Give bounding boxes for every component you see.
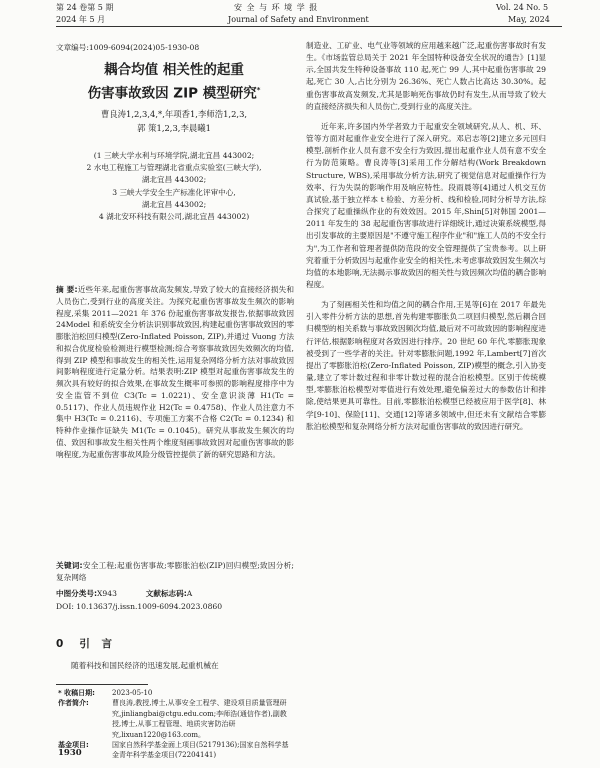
- section-heading: [56, 636, 116, 651]
- footnote-received: [58, 688, 290, 698]
- authors-line-2: 郭 策1,2,3,李晨曦1: [137, 123, 211, 133]
- keywords-label: 关键词:: [56, 561, 83, 570]
- footnote-value: 国家自然科学基金面上项目(52179136);国家自然科学基金青年科学基金项目(72204141): [112, 741, 289, 760]
- header-journal-en: Journal of Safety and Environment: [228, 15, 369, 24]
- title-line-2: 伤害事故致因 ZIP 模型研究*: [87, 85, 261, 102]
- classification-line: [56, 588, 192, 599]
- title-note-mark: *: [256, 86, 261, 94]
- footnote-value: 曹良涛,教授,博士,从事安全工程学、建设项目质量管理研究,jinliangbai@ctgu.edu.com;李师浩(通信作者),副教授,博士,从事工程管理、地质灾害防治研究,lixuan1220@163.com。: [112, 699, 287, 739]
- header-date-en: May, 2024: [508, 15, 550, 24]
- right-column: [306, 40, 546, 433]
- keywords: [56, 560, 294, 584]
- header-rule: [56, 26, 562, 27]
- affiliation: 湖北宜昌 443002;: [141, 199, 207, 209]
- footnote-funding: [58, 740, 290, 761]
- abstract-text: 近些年来,起重伤害事故高发频发,导致了较大的直接经济损失和人员伤亡,受到行业的高度关注。为探究起重伤害事故发生频次的影响程度,采集 2011—2021 年 376 份起重伤害事故发报告,依据事故致因 24Model 和系统安全分析法识别事故致因,构建起重伤害事故致因的零膨胀泊松回归模型(Zero-Inflated Poisson, ZIP),并通过 Vuong 方法和拟合优度检验检测进行模型检测;综合考察事故致因失效频次的均值,得到 ZIP 模型和事故发生的相关性,运用复杂网络分析方法对事故致因间影响程度进行定量分析。结果表明:ZIP 模型对起重伤害事故发生的频次具有较好的拟合效果,在事故发生概率可参照的影响程度排序中为安全监管不到位 C3(Tc = 1.0221)、安全意识淡薄 H1(Tc = 0.5117)、作业人员违规作业 H2(Tc = 0.4758)、作业人员注意力不集中 H3(Tc = 0.2116)、专项施工方案不合格 C2(Tc = 0.1234) 和特种作业操作证缺失 M1(Tc = 0.1045)。研究从事故发生频次的均值、致因和事故发生相关性两个维度刻画事故致因对起重伤害事故的影响程度,为起重伤害事故风险分级管控提供了新的研究思路和方法。: [56, 285, 294, 459]
- section-title: 引 言: [79, 638, 116, 650]
- doc-code-value: A: [186, 589, 193, 598]
- title-line-1: 耦合均值 相关性的起重: [104, 62, 244, 78]
- doc-code-label: 文献标志码:: [145, 589, 187, 598]
- clc-label: 中图分类号:: [56, 589, 98, 598]
- abstract: [56, 284, 294, 460]
- running-header: [0, 0, 600, 28]
- intro-paragraph-start: 随着科技和国民经济的迅速发展,起重机械在: [71, 661, 219, 670]
- header-volume-en: Vol. 24 No. 5: [496, 3, 549, 12]
- article-number: 文章编号:1009-6094(2024)05-1930-08: [56, 43, 200, 52]
- footnote-key: 作者简介:: [58, 699, 89, 708]
- body-paragraph: 近年来,许多国内外学者致力于起重安全领域研究,从人、机、环、管等方面对起重作业安全进行了深入研究。邓启志等[2]建立多元回归模型,剖析作业人员有意不安全行为致因,提出起重作业人员有意不安全行为防范策略。曹良涛等[3]采用工作分解结构(Work Breakdown Structure, WBS),采用事故分析方法,研究了视觉信息对起重操作行为效率、行为失误的影响作用及响应特性。段雨晨等[4]通过人机交互仿真试验,基于独立样本 t 检验、方差分析、线和检验,同时分析导方法,综合探究了起重操纵作业的有效效因。2015 年,Shin[5]对韩国 2001—2011 年发生的 38 起起重伤害事故进行详细统计,通过决策系统模型,得出引发事故的主要原因是"不遵守施工程序作业"和"施工人员的不安全行为",为工作者和管理者提供防范段的安全管理提供了宝贵参考。以上研究着重于分析致因与起重作业安全的相关性,未考虑事故致因发生频次与均值的本地影响,无法揭示事故致因的相关性与致因频次均值的耦合影响程度。: [306, 121, 546, 289]
- affiliation: 4 湖北安环科技有限公司,湖北宜昌 443002): [98, 212, 250, 222]
- affiliation: (1 三峡大学水利与环境学院,湖北宜昌 443002;: [93, 151, 255, 160]
- body-paragraph: 制造业、工矿业、电气业等领域的应用越来越广泛,起重伤害事故时有发生。《市场监管总局关于 2021 年全国特种设备安全状况的通告》[1]显示,全国共发生特种设备事故 110 起,死亡 99 人,其中起重伤害事故 29 起,死亡 30 人,占比分别为 26.36%、死亡人数占比高达 30.30%。起重伤害事故高发频发,尤其是影响死伤事故仍时有发生,从而导致了较大的直接经济损失和人员伤亡,受到行业的高度关注。: [306, 41, 546, 111]
- clc-value: X943: [97, 589, 117, 598]
- footnote-separator: [56, 684, 148, 685]
- section-number: 0: [56, 638, 68, 650]
- header-volume: 第 24 卷第 5 期: [56, 3, 114, 12]
- affiliation: 2 水电工程施工与管理湖北省重点实验室(三峡大学),: [86, 163, 262, 173]
- keywords-text: 安全工程;起重伤害事故;零膨胀泊松(ZIP)回归模型;致因分析;复杂网络: [56, 561, 294, 582]
- footnotes: [58, 688, 290, 761]
- body-paragraph: 为了刻画相关性和均值之间的耦合作用,王晃等[6]在 2017 年最先引入零件分析方法的思想,首先构建零膨胀负二项回归模型,然后耦合回归模型的相关系数与事故致因频次均值,最后对不可故致因的影响程度进行评估,根据影响程度对各致因进行排序。20 世纪 60 年代,零膨胀现象被受到了一些学者的关注。针对零膨胀问题,1992 年,Lambert[7]首次提出了零膨胀泊松(Zero-Inflated Poisson, ZIP)模型的概念,引入协变量,建立了零计数过程和非零计数过程的混合泊松模型。区别于传统模型,零膨胀泊松模型对零值进行有效处理,避免偏差过大的参数估计和排除,使结果更具可靠性。目前,零膨胀泊松模型已经被应用于医学[8]、林学[9-10]、保险[11]、交通[12]等诸多领域中,但还未有文献结合零膨胀泊松模型和复杂网络分析方法对起重伤害事故的致因进行研究。: [306, 300, 546, 431]
- footnote-value: 2023-05-10: [112, 689, 153, 697]
- affiliation: 3 三峡大学安全生产标准化评审中心,: [112, 187, 236, 197]
- footnote-key: 基金项目:: [58, 741, 89, 750]
- footnote-author-bio: [58, 698, 290, 740]
- page-number: 1930: [58, 748, 82, 758]
- header-journal-cn: 安 全 与 环 境 学 报: [234, 3, 319, 12]
- doi: DOI: 10.13637/j.issn.1009-6094.2023.0860: [56, 602, 223, 611]
- abstract-label: 摘 要:: [56, 285, 78, 294]
- affiliations: [56, 150, 292, 223]
- affiliation: 湖北宜昌 443002;: [141, 175, 207, 185]
- footnote-key: * 收稿日期:: [58, 689, 95, 697]
- authors-line-1: 曹良涛1,2,3,4,*,年项香1,李师浩1,2,3,: [100, 109, 248, 119]
- header-date: 2024 年 5 月: [56, 15, 106, 24]
